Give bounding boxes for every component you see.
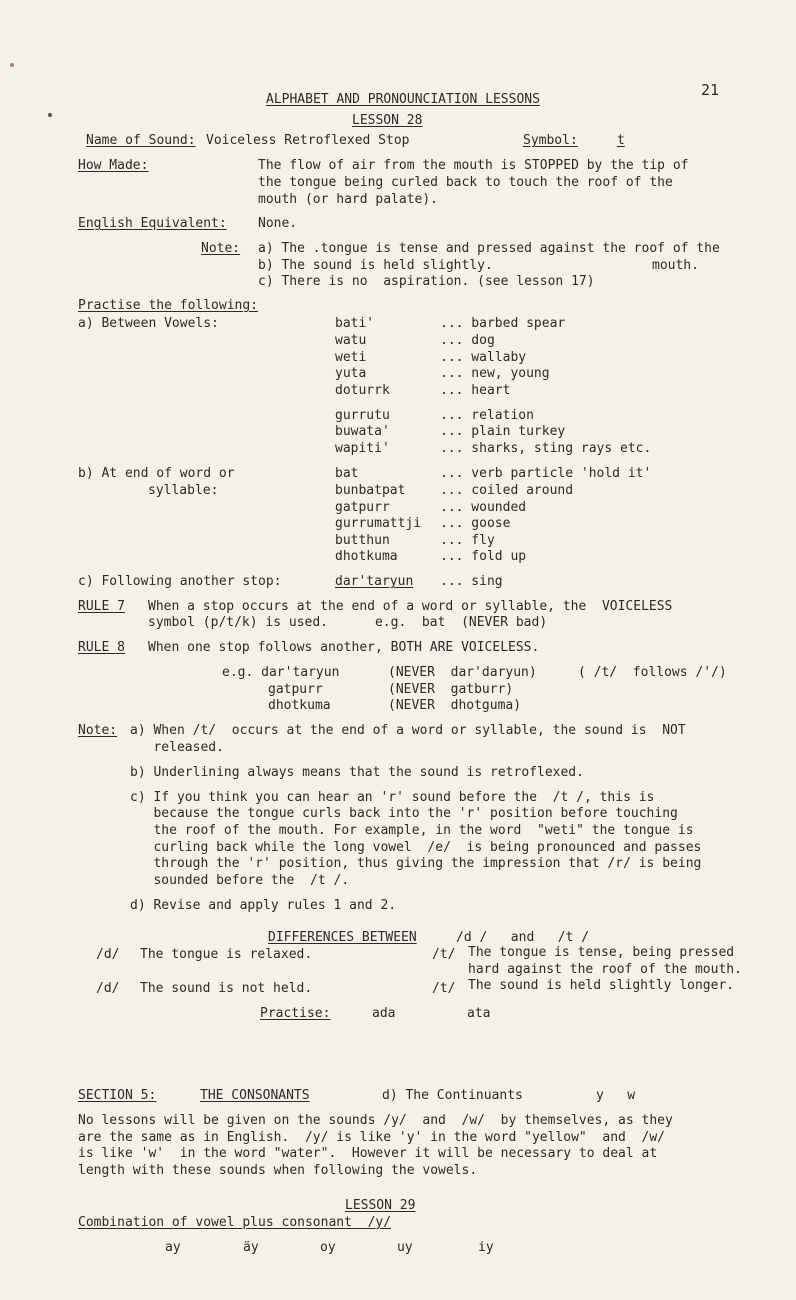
section-5-subtitle: d) The Continuants <box>382 1088 523 1103</box>
note-item: c) If you think you can hear an 'r' sound before the /t /, this is <box>130 790 655 805</box>
note-mouth: mouth. <box>652 258 699 273</box>
page-number: 21 <box>701 81 720 99</box>
combo-item: oy <box>320 1240 336 1255</box>
word: bati' <box>335 316 375 331</box>
rule-7-text: When a stop occurs at the end of a word or syllable, the VOICELESS <box>148 599 673 614</box>
note-line: c) There is no aspiration. (see lesson 17) <box>258 274 595 289</box>
section-5-line: are the same as in English. /y/ is like 'y' in the word "yellow" and /w/ <box>78 1130 665 1145</box>
note-item: because the tongue curls back into the 'r' position before touching <box>130 806 678 821</box>
note-line: a) The .tongue is tense and pressed against the roof of the <box>258 241 720 256</box>
section-5-title: THE CONSONANTS <box>200 1088 310 1103</box>
paper-speck <box>48 113 52 117</box>
differences-title: DIFFERENCES BETWEEN <box>268 930 417 945</box>
combo-item: uy <box>397 1240 413 1255</box>
diff-t-symbol: /t/ <box>432 981 456 996</box>
rule-7-text: symbol (p/t/k) is used. e.g. bat (NEVER bad) <box>148 615 548 630</box>
notes-label: Note: <box>78 723 118 738</box>
symbol-value: t <box>617 133 625 148</box>
note-item: sounded before the /t /. <box>130 873 350 888</box>
how-made-label: How Made: <box>78 158 149 173</box>
gloss: ... goose <box>440 516 511 531</box>
note-item: through the 'r' position, thus giving the impression that /r/ is being <box>130 856 702 871</box>
gloss: ... fold up <box>440 549 527 564</box>
gloss: ... heart <box>440 383 511 398</box>
section-5-line: is like 'w' in the word "water". However it will be necessary to deal at <box>78 1146 658 1161</box>
note-item: a) When /t/ occurs at the end of a word or syllable, the sound is NOT <box>130 723 686 738</box>
diff-t-text: The tongue is tense, being pressed <box>468 945 735 960</box>
gloss: ... sing <box>440 574 503 589</box>
word: dhotkuma <box>335 549 398 564</box>
example-word: dhotkuma <box>268 698 331 713</box>
word: buwata' <box>335 424 390 439</box>
lesson-29-combination: Combination of vowel plus consonant /y/ <box>78 1215 392 1230</box>
word: gurrutu <box>335 408 390 423</box>
name-of-sound-value: Voiceless Retroflexed Stop <box>206 133 410 148</box>
english-equivalent-label: English Equivalent: <box>78 216 227 231</box>
how-made-line: mouth (or hard palate). <box>258 192 439 207</box>
example-never: (NEVER gatburr) <box>388 682 514 697</box>
gloss: ... sharks, sting rays etc. <box>440 441 652 456</box>
combo-item: äy <box>243 1240 259 1255</box>
word: doturrk <box>335 383 390 398</box>
paper-speck <box>10 63 14 67</box>
practise-ada: ada <box>372 1006 396 1021</box>
example-note: ( /t/ follows /'/) <box>578 665 727 680</box>
english-equivalent-value: None. <box>258 216 298 231</box>
gloss: ... dog <box>440 333 495 348</box>
diff-t-symbol: /t/ <box>432 947 456 962</box>
example-word: e.g. dar'taryun <box>222 665 340 680</box>
word: weti <box>335 350 367 365</box>
gloss: ... new, young <box>440 366 550 381</box>
gloss: ... plain turkey <box>440 424 566 439</box>
word: butthun <box>335 533 390 548</box>
gloss: ... barbed spear <box>440 316 566 331</box>
diff-d-symbol: /d/ <box>96 947 120 962</box>
gloss: ... verb particle 'hold it' <box>440 466 652 481</box>
combo-item: iy <box>478 1240 494 1255</box>
word: bat <box>335 466 359 481</box>
note-item: d) Revise and apply rules 1 and 2. <box>130 898 397 913</box>
practise-label: Practise the following: <box>78 298 259 313</box>
symbol-label: Symbol: <box>523 133 578 148</box>
rule-8-text: When one stop follows another, BOTH ARE VOICELESS. <box>148 640 540 655</box>
practise-label-2: Practise: <box>260 1006 331 1021</box>
gloss: ... relation <box>440 408 534 423</box>
how-made-line: the tongue being curled back to touch the roof of the <box>258 175 673 190</box>
diff-d-text: The tongue is relaxed. <box>140 947 313 962</box>
combo-item: ay <box>165 1240 181 1255</box>
section-5-line: No lessons will be given on the sounds /y/ and /w/ by themselves, as they <box>78 1113 673 1128</box>
note-item: curling back while the long vowel /e/ is being pronounced and passes <box>130 840 702 855</box>
note-item: the roof of the mouth. For example, in the word "weti" the tongue is <box>130 823 694 838</box>
diff-d-text: The sound is not held. <box>140 981 313 996</box>
gloss: ... coiled around <box>440 483 574 498</box>
example-never: (NEVER dhotguma) <box>388 698 522 713</box>
word: watu <box>335 333 367 348</box>
example-never: (NEVER dar'daryun) <box>388 665 537 680</box>
example-word: gatpurr <box>268 682 323 697</box>
name-of-sound-label: Name of Sound: <box>86 133 196 148</box>
word: bunbatpat <box>335 483 406 498</box>
word: dar'taryun <box>335 574 414 589</box>
how-made-line: The flow of air from the mouth is STOPPED by the tip of <box>258 158 689 173</box>
end-of-word-label: syllable: <box>148 483 219 498</box>
practise-ata: ata <box>467 1006 491 1021</box>
word: yuta <box>335 366 367 381</box>
word: wapiti' <box>335 441 390 456</box>
rule-8-label: RULE 8 <box>78 640 125 655</box>
between-vowels-label: a) Between Vowels: <box>78 316 219 331</box>
section-5-symbols: y w <box>596 1088 636 1103</box>
diff-t-text: hard against the roof of the mouth. <box>468 962 742 977</box>
rule-7-label: RULE 7 <box>78 599 125 614</box>
section-5-line: length with these sounds when following the vowels. <box>78 1163 478 1178</box>
lesson-28-title: LESSON 28 <box>352 113 423 128</box>
gloss: ... wounded <box>440 500 527 515</box>
note-item: released. <box>130 740 224 755</box>
gloss: ... wallaby <box>440 350 527 365</box>
word: gatpurr <box>335 500 390 515</box>
gloss: ... fly <box>440 533 495 548</box>
diff-d-symbol: /d/ <box>96 981 120 996</box>
lesson-29-title: LESSON 29 <box>345 1198 416 1213</box>
differences-title-tail: /d / and /t / <box>456 930 590 945</box>
end-of-word-label: b) At end of word or <box>78 466 235 481</box>
note-item: b) Underlining always means that the sound is retroflexed. <box>130 765 584 780</box>
diff-t-text: The sound is held slightly longer. <box>468 978 735 993</box>
note-line: b) The sound is held slightly. <box>258 258 493 273</box>
page-header: ALPHABET AND PRONOUNCIATION LESSONS <box>266 92 540 107</box>
following-stop-label: c) Following another stop: <box>78 574 282 589</box>
word: gurrumattji <box>335 516 422 531</box>
section-5-label: SECTION 5: <box>78 1088 157 1103</box>
note-label: Note: <box>201 241 241 256</box>
